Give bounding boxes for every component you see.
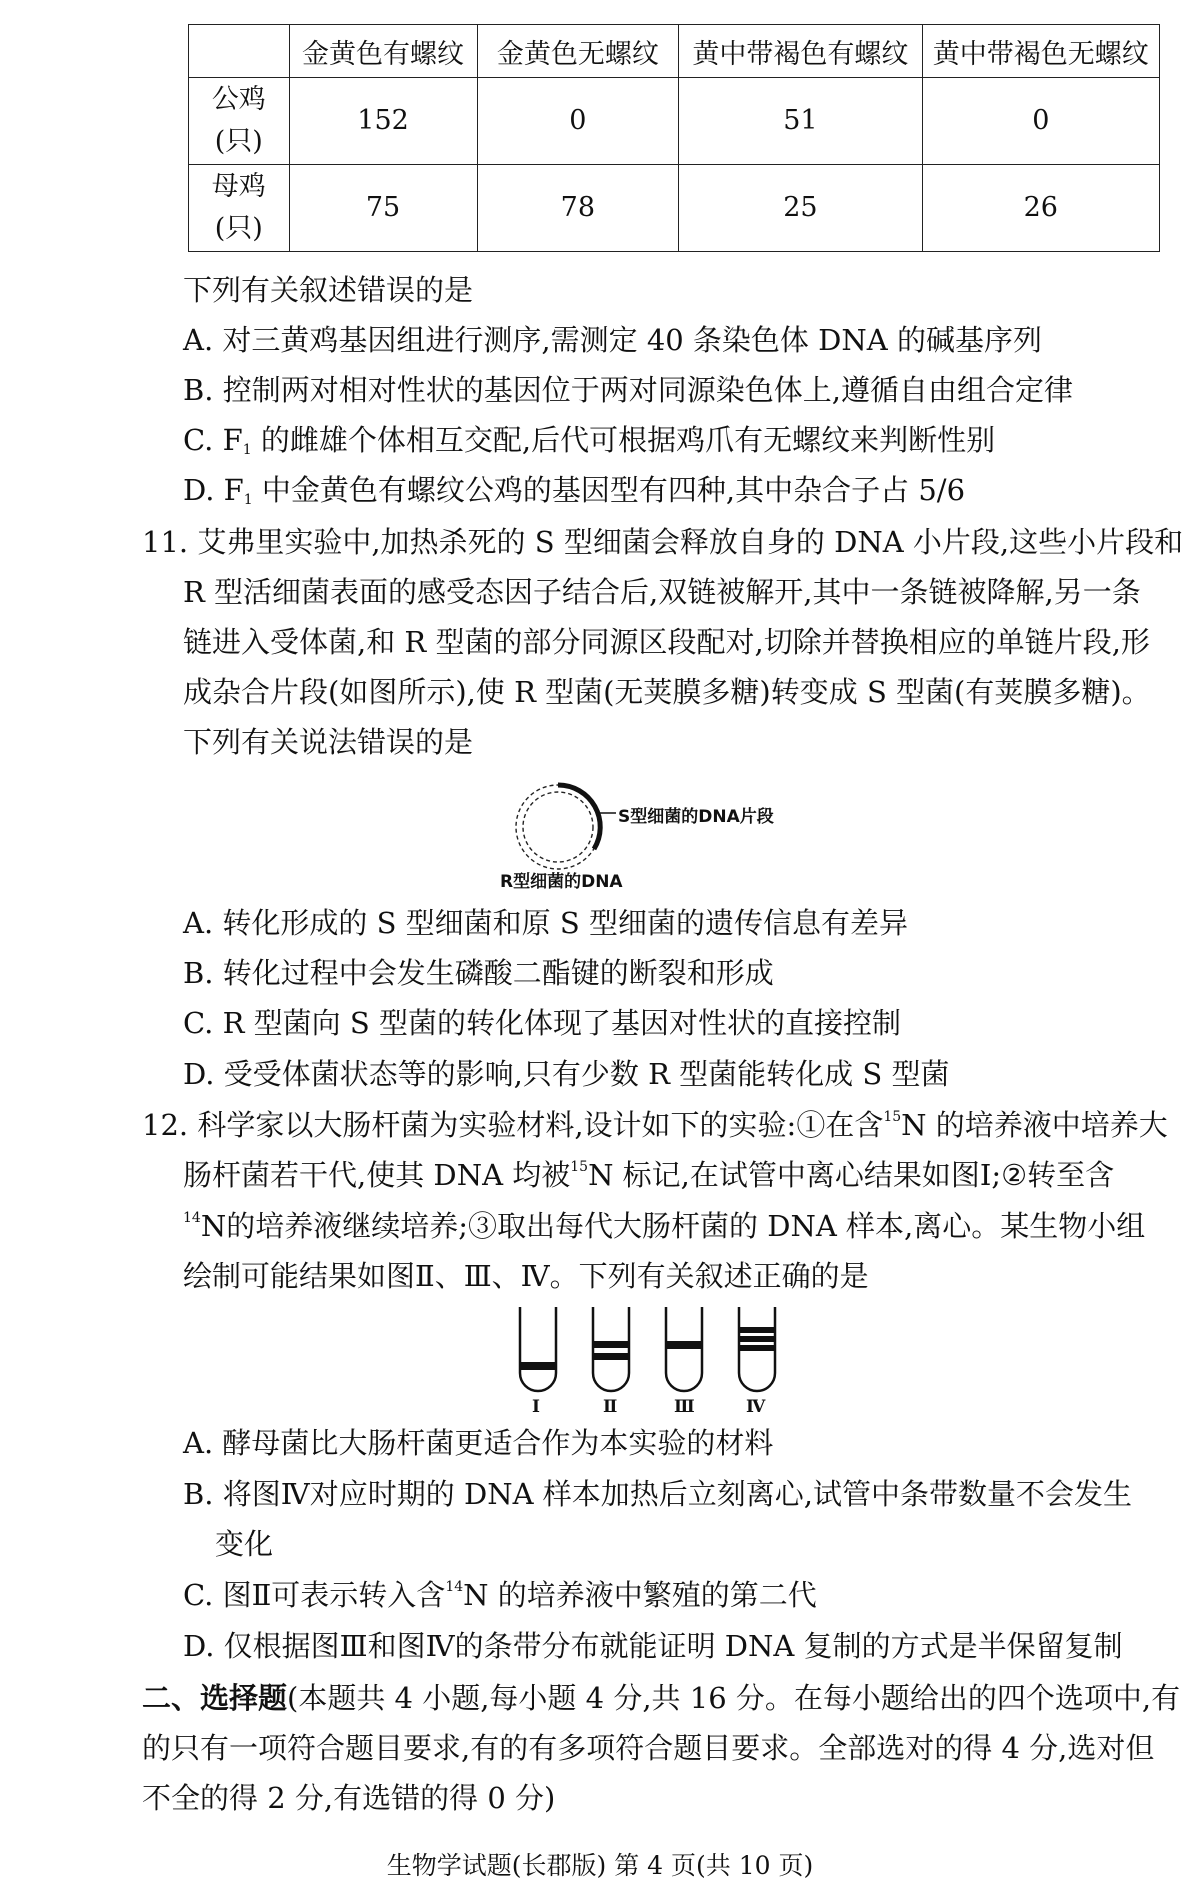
table-cell: 0 [477, 78, 679, 165]
tube-2 [593, 1307, 629, 1391]
table-header-cell: 黄中带褐色有螺纹 [679, 25, 922, 78]
centrifuge-tubes-figure [515, 1305, 785, 1420]
tube-label: Ⅰ [532, 1397, 540, 1417]
tube-1 [520, 1307, 556, 1391]
q12-option-b[interactable]: B. 将图Ⅳ对应时期的 DNA 样本加热后立刻离心,试管中条带数量不会发生 [183, 1477, 1132, 1511]
q11-stem-line: 11. 艾弗里实验中,加热杀死的 S 型细菌会释放自身的 DNA 小片段,这些小片段和 [142, 525, 1184, 559]
dna-fragment-figure [500, 775, 860, 895]
section-2-title: 二、选择题 [142, 1681, 288, 1715]
dna-band [593, 1353, 629, 1360]
q10-option-b[interactable]: B. 控制两对相对性状的基因位于两对同源染色体上,遵循自由组合定律 [183, 373, 1073, 407]
row-label: 公鸡 (只) [189, 78, 290, 165]
q11-option-b[interactable]: B. 转化过程中会发生磷酸二酯键的断裂和形成 [183, 956, 774, 990]
tube-label: Ⅳ [746, 1397, 766, 1417]
table-cell: 25 [679, 165, 922, 252]
table-cell: 51 [679, 78, 922, 165]
r-dna-label: R型细菌的DNA [500, 872, 623, 892]
row-label: 母鸡 (只) [189, 165, 290, 252]
q10-option-c[interactable]: C. $F_1$ 的雌雄个体相互交配,后代可根据鸡爪有无螺纹来判断性别 [183, 423, 996, 458]
q11-option-a[interactable]: A. 转化形成的 S 型细菌和原 S 型细菌的遗传信息有差异 [183, 906, 908, 940]
tube-4 [739, 1307, 775, 1391]
q11-stem-line: 下列有关说法错误的是 [183, 725, 474, 759]
dna-band [666, 1341, 702, 1349]
q11-option-d[interactable]: D. 受受体菌状态等的影响,只有少数 R 型菌能转化成 S 型菌 [183, 1057, 950, 1091]
dna-band [739, 1327, 775, 1333]
cross-result-table [188, 24, 1160, 252]
q12-stem-line: 肠杆菌若干代,使其 DNA 均被$^{15}$N 标记,在试管中离心结果如图Ⅰ;②转至含 [183, 1158, 1115, 1192]
section-2-intro-line: 不全的得 2 分,有选错的得 0 分) [142, 1781, 556, 1815]
q11-stem-line: 成杂合片段(如图所示),使 R 型菌(无荚膜多糖)转变成 S 型菌(有荚膜多糖)。 [183, 675, 1151, 709]
q12-option-c[interactable]: C. 图Ⅱ可表示转入含$^{14}$N 的培养液中繁殖的第二代 [183, 1578, 817, 1612]
tube-3 [666, 1307, 702, 1391]
table-header-cell [189, 25, 290, 78]
q10-option-a[interactable]: A. 对三黄鸡基因组进行测序,需测定 40 条染色体 DNA 的碱基序列 [183, 323, 1042, 357]
q10-option-d[interactable]: D. $F_1$ 中金黄色有螺纹公鸡的基因型有四种,其中杂合子占 5/6 [183, 473, 966, 508]
table-row [189, 165, 1160, 252]
table-row [189, 78, 1160, 165]
table-cell: 75 [289, 165, 477, 252]
tube-label: Ⅱ [603, 1397, 618, 1417]
dna-band [739, 1345, 775, 1351]
q11-option-c[interactable]: C. R 型菌向 S 型菌的转化体现了基因对性状的直接控制 [183, 1006, 901, 1040]
table-cell: 0 [922, 78, 1159, 165]
section-2-intro-line: 的只有一项符合题目要求,有的有多项符合题目要求。全部选对的得 4 分,选对但 [142, 1731, 1155, 1765]
tubes-diagram [515, 1305, 785, 1395]
dna-band [739, 1336, 775, 1342]
q10-stem: 下列有关叙述错误的是 [183, 273, 474, 307]
s-dna-label: S型细菌的DNA片段 [618, 807, 774, 827]
table-header-cell: 金黄色有螺纹 [289, 25, 477, 78]
table-header-row [189, 25, 1160, 78]
section-2-intro: 二、选择题(本题共 4 小题,每小题 4 分,共 16 分。在每小题给出的四个选项中,有 [142, 1681, 1181, 1715]
q12-option-b-cont: 变化 [215, 1527, 274, 1561]
q12-option-d[interactable]: D. 仅根据图Ⅲ和图Ⅳ的条带分布就能证明 DNA 复制的方式是半保留复制 [183, 1629, 1123, 1663]
q11-stem-line: 链进入受体菌,和 R 型菌的部分同源区段配对,切除并替换相应的单链片段,形 [183, 625, 1150, 659]
table-header-cell: 金黄色无螺纹 [477, 25, 679, 78]
q12-option-a[interactable]: A. 酵母菌比大肠杆菌更适合作为本实验的材料 [183, 1426, 774, 1460]
table-cell: 26 [922, 165, 1159, 252]
q12-stem-line: 12. 科学家以大肠杆菌为实验材料,设计如下的实验:①在含$^{15}$N 的培养液中培养大 [142, 1108, 1168, 1142]
dna-band [593, 1341, 629, 1348]
table-cell: 78 [477, 165, 679, 252]
tube-label: Ⅲ [674, 1397, 695, 1417]
table-cell: 152 [289, 78, 477, 165]
dna-band [520, 1362, 556, 1370]
q11-stem-line: R 型活细菌表面的感受态因子结合后,双链被解开,其中一条链被降解,另一条 [183, 575, 1141, 609]
q12-stem-line: $^{14}$N的培养液继续培养;③取出每代大肠杆菌的 DNA 样本,离心。某生物小组 [183, 1209, 1146, 1243]
table-header-cell: 黄中带褐色无螺纹 [922, 25, 1159, 78]
q12-stem-line: 绘制可能结果如图Ⅱ、Ⅲ、Ⅳ。下列有关叙述正确的是 [183, 1259, 869, 1293]
page-footer: 生物学试题(长郡版) 第 4 页(共 10 页) [386, 1851, 814, 1880]
